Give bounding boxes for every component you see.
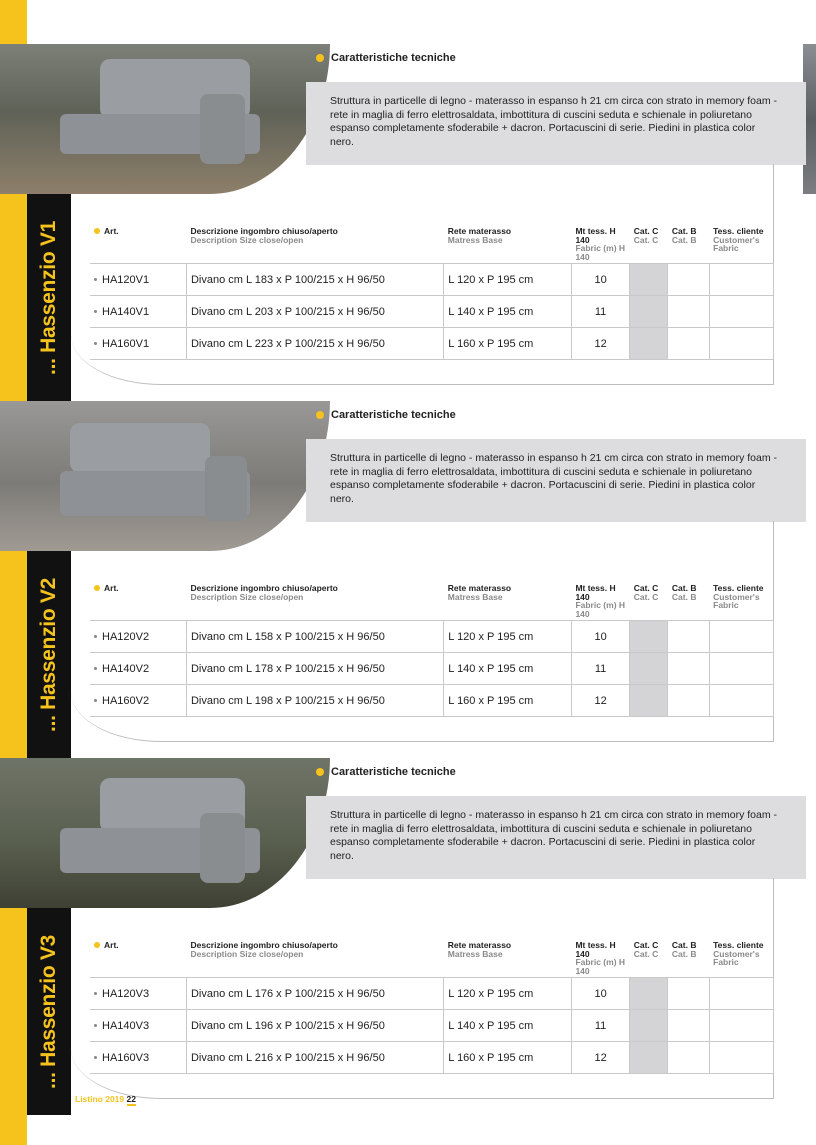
bullet-icon (316, 54, 324, 62)
cell-cat-b (668, 296, 709, 328)
cell-cat-c (630, 328, 668, 360)
header-tess: Tess. cliente Customer's Fabric (713, 583, 764, 611)
cell-art: HA160V3 (90, 1042, 186, 1074)
cell-description: Divano cm L 183 x P 100/215 x H 96/50 (186, 264, 443, 296)
cell-mt: 12 (571, 685, 629, 717)
header-cat-c: Cat. C Cat. C (633, 226, 659, 245)
table-row (90, 328, 774, 360)
cell-rete: L 120 x P 195 cm (444, 264, 572, 296)
cell-cat-b (668, 653, 709, 685)
cell-art: HA160V2 (90, 685, 186, 717)
cell-description: Divano cm L 196 x P 100/215 x H 96/50 (186, 1010, 443, 1042)
cell-description: Divano cm L 178 x P 100/215 x H 96/50 (186, 653, 443, 685)
cell-rete: L 120 x P 195 cm (444, 621, 572, 653)
description-panel (306, 82, 806, 165)
table-header (90, 939, 774, 978)
table-row (90, 685, 774, 717)
header-description: Descrizione ingombro chiuso/aperto Description Size close/open (190, 226, 338, 245)
cell-rete: L 140 x P 195 cm (444, 296, 572, 328)
header-cat-b: Cat. B Cat. B (671, 583, 697, 602)
table-header (90, 582, 774, 621)
section-title: ... Hassenzio V1 (37, 220, 60, 375)
header-art: Art. (90, 939, 186, 978)
cell-art: HA120V3 (90, 978, 186, 1010)
cell-mt: 12 (571, 1042, 629, 1074)
cell-rete: L 160 x P 195 cm (444, 685, 572, 717)
product-section-v3 (0, 758, 816, 1115)
header-description: Descrizione ingombro chiuso/aperto Description Size close/open (190, 940, 338, 959)
cell-mt: 12 (571, 328, 629, 360)
header-cat-c: Cat. C Cat. C (633, 940, 659, 959)
cell-tess (709, 653, 773, 685)
cell-cat-c (630, 978, 668, 1010)
cell-cat-b (668, 1042, 709, 1074)
cell-cat-c (630, 653, 668, 685)
cell-cat-c (630, 264, 668, 296)
header-cat-b: Cat. B Cat. B (671, 226, 697, 245)
features-heading: Caratteristiche tecniche (316, 52, 456, 64)
bullet-icon (316, 411, 324, 419)
cell-cat-c (630, 1042, 668, 1074)
cell-description: Divano cm L 198 x P 100/215 x H 96/50 (186, 685, 443, 717)
cell-cat-c (630, 621, 668, 653)
header-rete: Rete materasso Matress Base (447, 226, 512, 245)
cell-rete: L 160 x P 195 cm (444, 1042, 572, 1074)
price-table (90, 225, 774, 360)
section-title: ... Hassenzio V2 (37, 577, 60, 732)
header-art: Art. (90, 225, 186, 264)
cell-cat-b (668, 621, 709, 653)
footer-label: Listino 2019 (75, 1094, 125, 1104)
cell-rete: L 140 x P 195 cm (444, 1010, 572, 1042)
page-footer (75, 1094, 136, 1104)
header-art: Art. (90, 582, 186, 621)
table-row (90, 264, 774, 296)
header-cat-c: Cat. C Cat. C (633, 583, 659, 602)
price-table (90, 939, 774, 1074)
cell-mt: 11 (571, 296, 629, 328)
bullet-icon (94, 585, 100, 591)
description-text: Struttura in particelle di legno - materasso in espanso h 21 cm circa con strato in memory foam - rete in maglia di ferro elettrosaldata, imbottitura di cuscini seduta e schienale in poliuretano espanso completamente sfoderabile + dacron. Portacuscini di serie. Piedini in plastica color nero. (330, 95, 778, 148)
cell-cat-b (668, 328, 709, 360)
cell-cat-b (668, 978, 709, 1010)
cell-cat-b (668, 685, 709, 717)
cell-cat-c (630, 296, 668, 328)
description-text: Struttura in particelle di legno - materasso in espanso h 21 cm circa con strato in memory foam - rete in maglia di ferro elettrosaldata, imbottitura di cuscini seduta e schienale in poliuretano espanso completamente sfoderabile + dacron. Portacuscini di serie. Piedini in plastica color nero. (330, 452, 778, 505)
table-row (90, 621, 774, 653)
cell-cat-c (630, 685, 668, 717)
header-cat-b: Cat. B Cat. B (671, 940, 697, 959)
cell-description: Divano cm L 216 x P 100/215 x H 96/50 (186, 1042, 443, 1074)
header-tess: Tess. cliente Customer's Fabric (713, 940, 764, 968)
price-table (90, 582, 774, 717)
table-header (90, 225, 774, 264)
cell-tess (709, 1010, 773, 1042)
header-mt: Mt tess. H 140 Fabric (m) H 140 (575, 583, 626, 619)
header-tess: Tess. cliente Customer's Fabric (713, 226, 764, 254)
bullet-icon (316, 768, 324, 776)
cell-description: Divano cm L 158 x P 100/215 x H 96/50 (186, 621, 443, 653)
cell-tess (709, 328, 773, 360)
cell-mt: 10 (571, 978, 629, 1010)
description-text: Struttura in particelle di legno - materasso in espanso h 21 cm circa con strato in memory foam - rete in maglia di ferro elettrosaldata, imbottitura di cuscini seduta e schienale in poliuretano espanso completamente sfoderabile + dacron. Portacuscini di serie. Piedini in plastica color nero. (330, 809, 778, 862)
cell-mt: 10 (571, 264, 629, 296)
table-row (90, 1010, 774, 1042)
cell-description: Divano cm L 176 x P 100/215 x H 96/50 (186, 978, 443, 1010)
section-title: ... Hassenzio V3 (37, 934, 60, 1089)
features-heading: Caratteristiche tecniche (316, 409, 456, 421)
bullet-icon (94, 228, 100, 234)
cell-tess (709, 978, 773, 1010)
cell-cat-c (630, 1010, 668, 1042)
cell-description: Divano cm L 203 x P 100/215 x H 96/50 (186, 296, 443, 328)
cell-rete: L 140 x P 195 cm (444, 653, 572, 685)
cell-tess (709, 685, 773, 717)
product-section-v1 (0, 44, 816, 401)
table-row (90, 653, 774, 685)
cell-tess (709, 621, 773, 653)
cell-art: HA140V2 (90, 653, 186, 685)
header-mt: Mt tess. H 140 Fabric (m) H 140 (575, 226, 626, 262)
cell-description: Divano cm L 223 x P 100/215 x H 96/50 (186, 328, 443, 360)
table-row (90, 1042, 774, 1074)
header-rete: Rete materasso Matress Base (447, 940, 512, 959)
features-heading: Caratteristiche tecniche (316, 766, 456, 778)
cell-mt: 11 (571, 1010, 629, 1042)
cell-cat-b (668, 264, 709, 296)
cell-tess (709, 296, 773, 328)
table-row (90, 296, 774, 328)
header-description: Descrizione ingombro chiuso/aperto Description Size close/open (190, 583, 338, 602)
bullet-icon (94, 942, 100, 948)
cell-art: HA120V2 (90, 621, 186, 653)
cell-art: HA120V1 (90, 264, 186, 296)
cell-rete: L 160 x P 195 cm (444, 328, 572, 360)
cell-rete: L 120 x P 195 cm (444, 978, 572, 1010)
header-mt: Mt tess. H 140 Fabric (m) H 140 (575, 940, 626, 976)
cell-mt: 10 (571, 621, 629, 653)
cell-art: HA140V1 (90, 296, 186, 328)
header-rete: Rete materasso Matress Base (447, 583, 512, 602)
cell-art: HA140V3 (90, 1010, 186, 1042)
description-panel (306, 796, 806, 879)
cell-mt: 11 (571, 653, 629, 685)
product-section-v2 (0, 401, 816, 758)
description-panel (306, 439, 806, 522)
cell-tess (709, 1042, 773, 1074)
cell-cat-b (668, 1010, 709, 1042)
page-number: 22 (126, 1094, 136, 1104)
cell-art: HA160V1 (90, 328, 186, 360)
table-row (90, 978, 774, 1010)
cell-tess (709, 264, 773, 296)
